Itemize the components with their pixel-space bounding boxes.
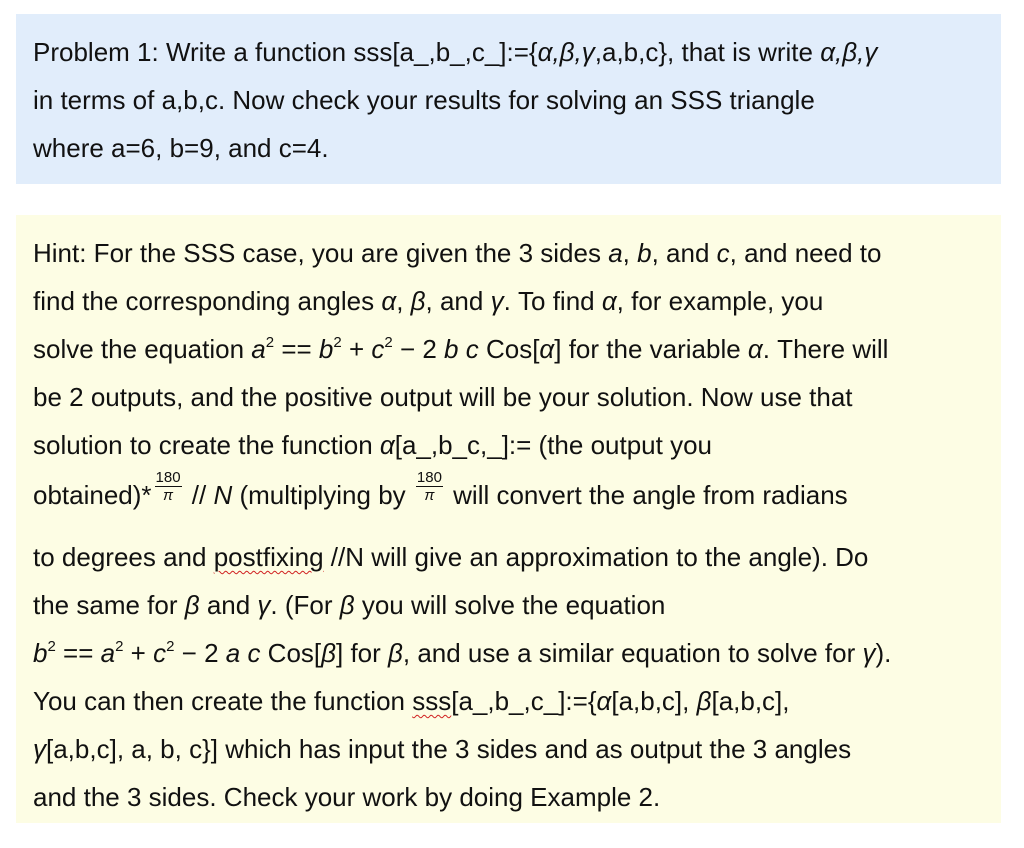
hint-line-10: You can then create the function sss[a_,b_,c_]:={α[a,b,c], β[a,b,c], (33, 686, 790, 716)
law-of-cosines-beta: $b^2 == a^2 + c^2 - 2$ a c Cos[β] for β, and use a similar equation to solve for γ). (33, 638, 892, 668)
problem-line-1: Problem 1: Write a function sss[a_,b_,c_]:={α,β,γ,a,b,c}, that is write α,β,γ (33, 37, 878, 67)
law-of-cosines-alpha: solve the equation $a^2 == b^2 + c^2 - 2$ b c Cos[α] for the variable α. There will (33, 334, 889, 364)
hint-line-12: and the 3 sides. Check your work by doing Example 2. (33, 782, 661, 812)
spellcheck-word: sss (412, 686, 452, 716)
fraction-180-over-pi: $\frac{180}{\pi}$ (416, 469, 442, 504)
problem-line-2: in terms of a,b,c. Now check your results for solving an SSS triangle (33, 85, 815, 115)
hint-line-5: solution to create the function α[a_,b_c,_]:= (the output you (33, 430, 712, 460)
hint-line-4: be 2 outputs, and the positive output will be your solution. Now use that (33, 382, 853, 412)
spellcheck-word: postfixing (213, 542, 324, 572)
hint-line-7: to degrees and postfixing //N will give an approximation to the angle). Do (33, 542, 869, 572)
hint-line-11: γ[a,b,c], a, b, c}] which has input the 3 sides and as output the 3 angles (33, 734, 852, 764)
fraction-180-over-pi: $\frac{180}{\pi}$ (155, 469, 181, 504)
hint-line-2: find the corresponding angles α, β, and γ. To find α, for example, you (33, 286, 824, 316)
problem-line-3: where a=6, b=9, and c=4. (33, 133, 329, 163)
hint-line-6: obtained)* $\frac{180}{\pi}$ // N (multiplying by $\frac{180}{\pi}$ will convert the angle from radians (33, 469, 848, 510)
hint-line-8: the same for β and γ. (For β you will solve the equation (33, 590, 666, 620)
hint-cell[interactable] (16, 215, 1001, 823)
hint-line-1: Hint: For the SSS case, you are given the 3 sides a, b, and c, and need to (33, 238, 882, 268)
problem-cell[interactable] (16, 14, 1001, 184)
